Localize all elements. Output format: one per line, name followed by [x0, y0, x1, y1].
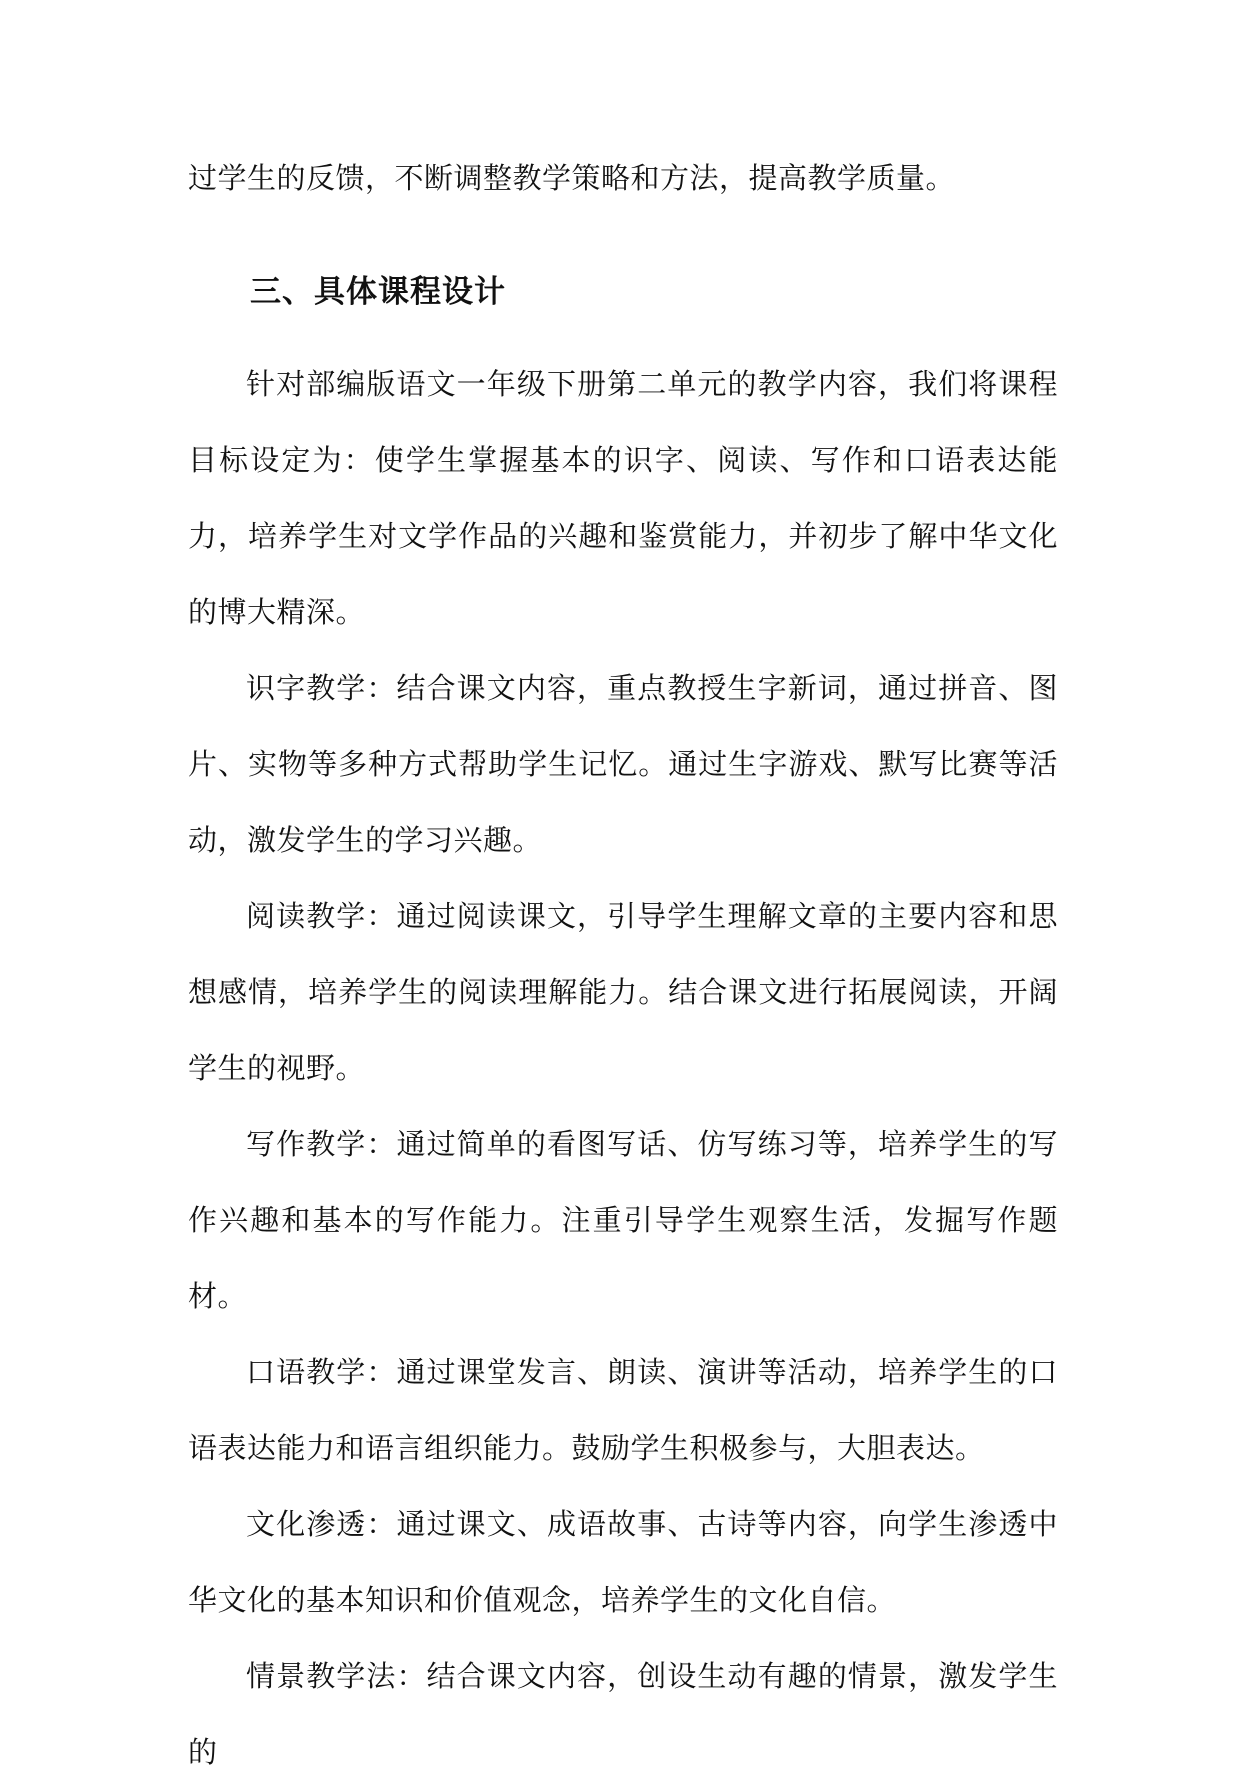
paragraph-writing-teaching: 写作教学：通过简单的看图写话、仿写练习等，培养学生的写作兴趣和基本的写作能力。注重引导学生观察生活，发掘写作题材。	[188, 1127, 1058, 1313]
paragraph-situational-teaching: 情景教学法：结合课文内容，创设生动有趣的情景，激发学生的	[188, 1659, 1058, 1769]
paragraph-literacy-teaching: 识字教学：结合课文内容，重点教授生字新词，通过拼音、图片、实物等多种方式帮助学生记忆。通过生字游戏、默写比赛等活动，激发学生的学习兴趣。	[188, 671, 1058, 857]
document-body	[188, 140, 1058, 1790]
continuation-paragraph: 过学生的反馈，不断调整教学策略和方法，提高教学质量。	[188, 161, 956, 195]
section-heading: 三、具体课程设计	[250, 274, 506, 310]
paragraph-reading-teaching: 阅读教学：通过阅读课文，引导学生理解文章的主要内容和思想感情，培养学生的阅读理解能力。结合课文进行拓展阅读，开阔学生的视野。	[188, 899, 1058, 1085]
paragraph-course-goals: 针对部编版语文一年级下册第二单元的教学内容，我们将课程目标设定为：使学生掌握基本的识字、阅读、写作和口语表达能力，培养学生对文学作品的兴趣和鉴赏能力，并初步了解中华文化的博大精深。	[188, 367, 1058, 629]
paragraph-oral-teaching: 口语教学：通过课堂发言、朗读、演讲等活动，培养学生的口语表达能力和语言组织能力。鼓励学生积极参与，大胆表达。	[188, 1355, 1058, 1465]
paragraph-cultural-infusion: 文化渗透：通过课文、成语故事、古诗等内容，向学生渗透中华文化的基本知识和价值观念，培养学生的文化自信。	[188, 1507, 1058, 1617]
